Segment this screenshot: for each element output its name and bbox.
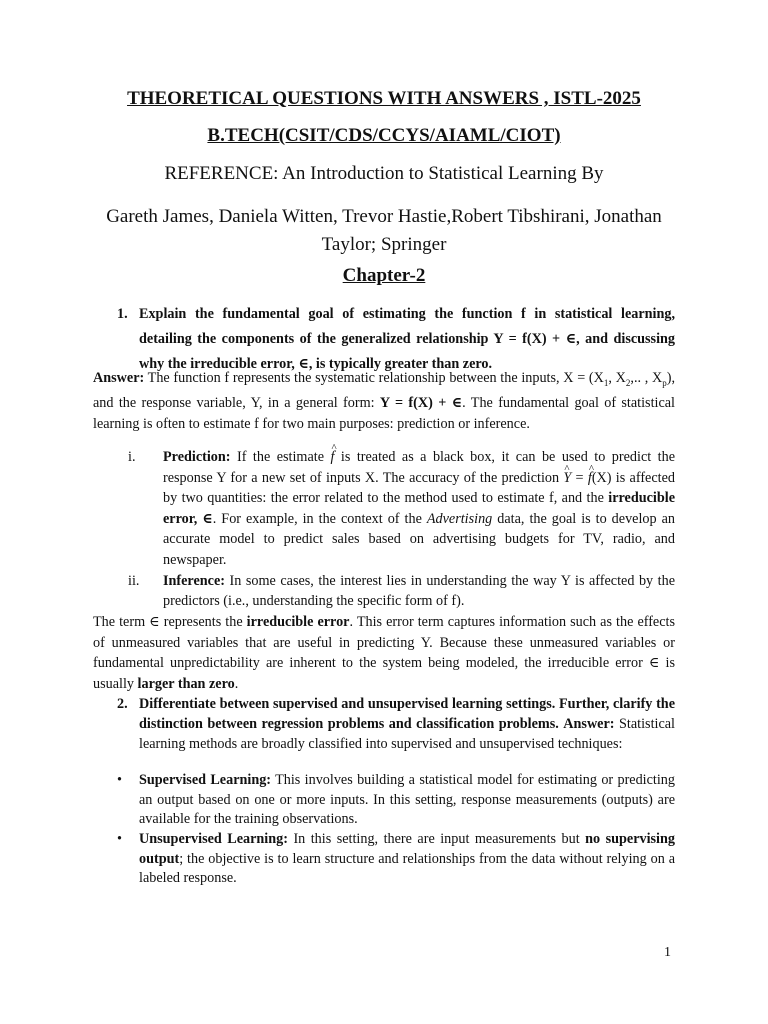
authors-line: Gareth James, Daniela Witten, Trevor Hastie,Robert Tibshirani, Jonathan Taylor; Springer (106, 206, 662, 255)
answer-text: Statistical learning methods are broadly classified into supervised and unsupervised techniques: (139, 716, 675, 752)
item-text: If the estimate (230, 449, 331, 465)
item-text: data, the goal is to develop an accurate model to predict sales based on advertising budgets for TV, radio, and newspaper. (163, 510, 675, 568)
item-number: i. (128, 449, 136, 465)
subscript-1: 1 (603, 377, 609, 388)
item-text: (X) is affected by two quantities: the error related to the method used to estimate f, and the (163, 469, 675, 506)
item-bold: irreducible error, ∈ (163, 490, 675, 527)
para-text: . This error term captures information such as the effects of unmeasured variables that are useful in predicting Y. Because these unmeasured variables or fundamental unpredictability are inherent to the system being modeled, the irreducible error ∈ is usually (93, 614, 675, 692)
bullet-supervised (117, 771, 675, 830)
question-1 (117, 302, 675, 377)
irreducible-error-paragraph (93, 612, 675, 694)
formula: Y = f(X) + ∈ (379, 395, 463, 412)
f-hat-symbol: ^ f (588, 468, 592, 489)
f-hat-symbol: ^ f (330, 447, 334, 468)
bullet-label: Unsupervised Learning: (139, 831, 288, 847)
document-title: THEORETICAL QUESTIONS WITH ANSWERS , ISTL-2025 (127, 88, 641, 109)
bullet-bold: no supervising output (139, 831, 675, 867)
answer-1 (93, 368, 675, 434)
answer-text-c: ,.. , X (630, 370, 663, 386)
bullet-text: This involves building a statistical model for estimating or predicting an output based on one or more inputs. In this setting, response measurements (outputs) are available for the training observations. (139, 772, 675, 827)
item-text: . For example, in the context of the (212, 510, 427, 527)
para-bold: irreducible error (246, 614, 350, 630)
bullet-icon: • (117, 831, 122, 847)
item-label: Prediction: (163, 449, 231, 465)
answer-text-e: . The fundamental goal of statistical learning is often to estimate f for two main purposes: prediction or inference. (93, 395, 675, 432)
answer-label: Answer: (563, 716, 615, 732)
bullet-unsupervised (117, 830, 675, 889)
item-label: Inference: (163, 573, 225, 589)
question-number: 2. (117, 696, 128, 712)
answer-label: Answer: (93, 370, 145, 386)
y-hat-symbol: ^ Y (563, 468, 571, 489)
bullet-label: Supervised Learning: (139, 772, 272, 788)
question-2 (117, 694, 675, 754)
item-italic: Advertising (426, 510, 493, 527)
chapter-heading: Chapter-2 (342, 265, 426, 286)
question-number: 1. (117, 306, 128, 322)
list-item-prediction (128, 447, 675, 570)
para-text: . (234, 675, 239, 692)
list-item-inference (128, 571, 675, 611)
answer-text-b: , X (608, 370, 626, 386)
answer-text-a: The function f represents the systematic relationship between the inputs, X = (X (144, 370, 604, 386)
bullet-text: ; the objective is to learn structure and relationships from the data without relying on a labeled response. (139, 850, 675, 886)
item-text: is treated as a black box, it can be used to predict the response Y for a new set of inputs X. The accuracy of the prediction (163, 449, 676, 486)
question-text: Differentiate between supervised and unsupervised learning settings. Further, clarify the distinction between regression problems and classification problems. (139, 696, 675, 732)
bullet-text: In this setting, there are input measurements but (287, 831, 586, 847)
question-text: Explain the fundamental goal of estimating the function f in statistical learning, detailing the components of the generalized relationship Y = f(X) + ∈, and discussing why the irreducible error, ∈, is typically greater than zero. (139, 306, 675, 372)
para-text: The term ∈ represents the (93, 614, 247, 630)
item-text: In some cases, the interest lies in understanding the way Y is affected by the predictors (i.e., understanding the specific form of f). (163, 573, 675, 609)
reference-line: REFERENCE: An Introduction to Statistical Learning By (164, 163, 604, 184)
answer-text-d: ), and the response variable, Y, in a general form: (93, 370, 676, 412)
course-line: B.TECH(CSIT/CDS/CCYS/AIAML/CIOT) (207, 125, 561, 146)
page-number: 1 (664, 945, 671, 960)
subscript-p: p (662, 377, 667, 388)
item-number: ii. (128, 573, 140, 589)
subscript-2: 2 (625, 377, 631, 388)
para-bold: larger than zero (137, 675, 235, 692)
item-text: = (571, 469, 588, 486)
bullet-icon: • (117, 772, 122, 788)
